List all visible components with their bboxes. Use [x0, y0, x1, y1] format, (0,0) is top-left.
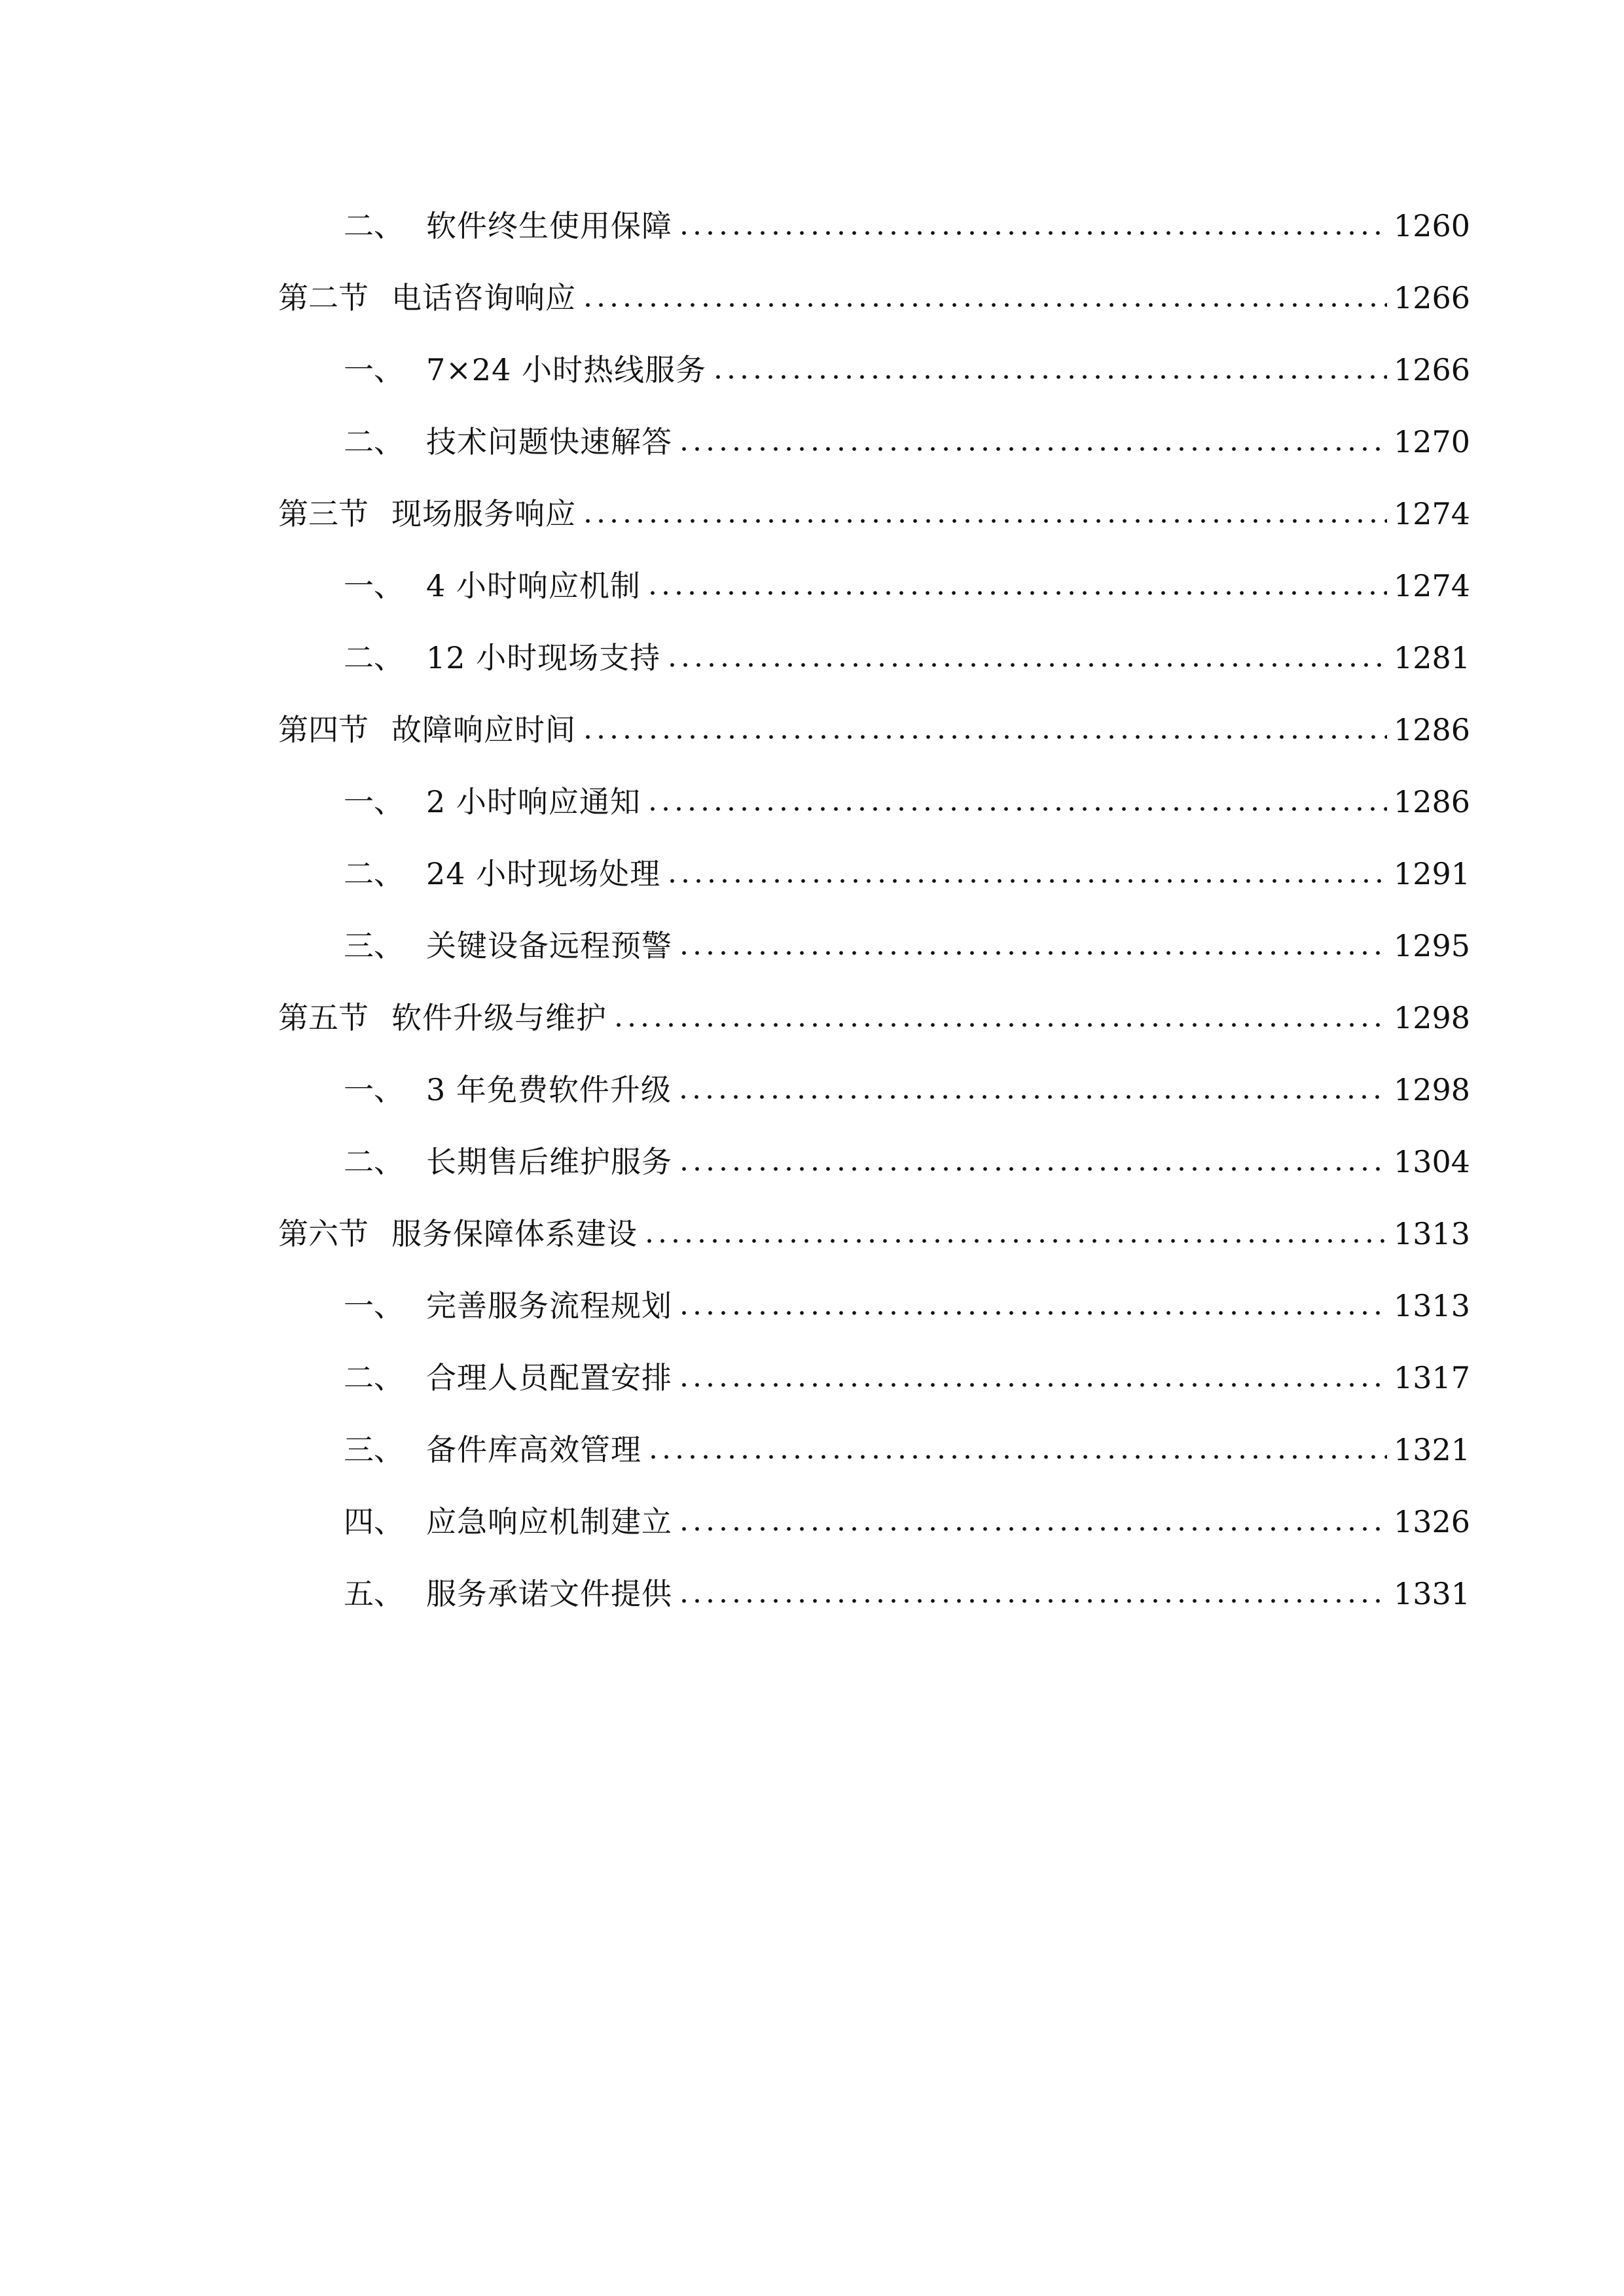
toc-section-entry[interactable] — [278, 694, 1471, 766]
toc-entry-page-number: 1331 — [1394, 1576, 1471, 1611]
toc-entry[interactable] — [278, 1054, 1471, 1126]
toc-entry[interactable] — [278, 1270, 1471, 1342]
dot-leader — [677, 950, 1387, 956]
toc-entry-title: 完善服务流程规划 — [426, 1288, 672, 1323]
toc-entry-page-number: 1291 — [1394, 856, 1471, 891]
toc-section-title: 现场服务响应 — [391, 496, 576, 531]
toc-entry[interactable] — [278, 910, 1471, 982]
dot-leader — [643, 1238, 1387, 1244]
toc-entry-title: 3 年免费软件升级 — [426, 1072, 672, 1107]
toc-entry-page-number: 1286 — [1394, 712, 1471, 747]
toc-entry-marker: 二、 — [344, 1144, 404, 1179]
dot-leader — [677, 1598, 1387, 1604]
dot-leader — [581, 734, 1387, 740]
toc-entry-marker: 二、 — [344, 640, 404, 675]
toc-section-marker: 第二节 — [278, 280, 369, 315]
toc-entry-marker: 二、 — [344, 424, 404, 459]
toc-section-title: 电话咨询响应 — [391, 280, 576, 315]
toc-entry-title: 备件库高效管理 — [426, 1432, 641, 1467]
toc-section-title: 服务保障体系建设 — [391, 1216, 638, 1251]
toc-entry-page-number: 1321 — [1394, 1432, 1471, 1467]
toc-entry-marker: 一、 — [344, 568, 404, 603]
toc-entry-marker: 四、 — [344, 1504, 404, 1539]
toc-entry-marker: 三、 — [344, 1432, 404, 1467]
toc-entry-title: 服务承诺文件提供 — [426, 1576, 672, 1611]
toc-entry-page-number: 1298 — [1394, 1000, 1471, 1035]
toc-entry-title: 7×24 小时热线服务 — [426, 352, 706, 387]
dot-leader — [666, 662, 1387, 668]
toc-entry-page-number: 1326 — [1394, 1504, 1471, 1539]
toc-entry[interactable] — [278, 838, 1471, 910]
toc-entry[interactable] — [278, 550, 1471, 622]
toc-entry-title: 4 小时响应机制 — [426, 568, 641, 603]
dot-leader — [646, 590, 1387, 596]
dot-leader — [666, 878, 1387, 884]
dot-leader — [581, 518, 1387, 524]
dot-leader — [712, 374, 1387, 380]
toc-entry-title: 合理人员配置安排 — [426, 1360, 672, 1395]
dot-leader — [581, 302, 1387, 308]
toc-section-marker: 第四节 — [278, 712, 369, 747]
dot-leader — [647, 1454, 1387, 1460]
toc-entry-title: 技术问题快速解答 — [426, 424, 672, 459]
toc-entry-page-number: 1286 — [1394, 784, 1471, 819]
toc-entry-title: 应急响应机制建立 — [426, 1504, 672, 1539]
toc-entry-title: 2 小时响应通知 — [426, 784, 641, 819]
toc-section-marker: 第六节 — [278, 1216, 369, 1251]
toc-entry-title: 24 小时现场处理 — [426, 856, 661, 891]
toc-entry-title: 长期售后维护服务 — [426, 1144, 672, 1179]
toc-entry-page-number: 1295 — [1394, 928, 1471, 963]
toc-entry-page-number: 1304 — [1394, 1144, 1471, 1179]
toc-entry-title: 关键设备远程预警 — [426, 928, 672, 963]
toc-entry-page-number: 1266 — [1394, 352, 1471, 387]
toc-entry-marker: 一、 — [344, 352, 404, 387]
toc-entry-marker: 三、 — [344, 928, 404, 963]
toc-entry-page-number: 1274 — [1394, 496, 1471, 531]
dot-leader — [677, 1166, 1387, 1172]
toc-section-marker: 第三节 — [278, 496, 369, 531]
toc-entry[interactable] — [278, 1126, 1471, 1198]
toc-section-title: 软件升级与维护 — [391, 1000, 607, 1035]
toc-entry[interactable] — [278, 766, 1471, 838]
toc-entry[interactable] — [278, 334, 1471, 406]
toc-entry[interactable] — [278, 1558, 1471, 1630]
dot-leader — [612, 1022, 1387, 1028]
toc-section-entry[interactable] — [278, 262, 1471, 334]
dot-leader — [677, 1526, 1387, 1532]
dot-leader — [646, 806, 1387, 812]
toc-entry-page-number: 1317 — [1394, 1360, 1471, 1395]
toc-entry-marker: 一、 — [344, 1288, 404, 1323]
toc-section-entry[interactable] — [278, 1198, 1471, 1270]
toc-entry-marker: 一、 — [344, 1072, 404, 1107]
toc-section-title: 故障响应时间 — [391, 712, 576, 747]
toc-entry-title: 12 小时现场支持 — [426, 640, 661, 675]
dot-leader — [677, 1382, 1387, 1388]
dot-leader — [677, 446, 1387, 452]
toc-entry[interactable] — [278, 1342, 1471, 1414]
toc-entry-page-number: 1281 — [1394, 640, 1471, 675]
toc-entry-marker: 二、 — [344, 208, 404, 243]
toc-entry-page-number: 1270 — [1394, 424, 1471, 459]
toc-entry[interactable] — [278, 622, 1471, 694]
toc-section-entry[interactable] — [278, 982, 1471, 1054]
toc-section-entry[interactable] — [278, 478, 1471, 550]
toc-entry-title: 软件终生使用保障 — [426, 208, 672, 243]
toc-entry-page-number: 1274 — [1394, 568, 1471, 603]
dot-leader — [677, 230, 1387, 236]
dot-leader — [677, 1310, 1387, 1316]
toc-entry-page-number: 1313 — [1394, 1216, 1471, 1251]
toc-entry-marker: 五、 — [344, 1576, 404, 1611]
toc-entry-marker: 一、 — [344, 784, 404, 819]
table-of-contents — [278, 190, 1471, 1630]
dot-leader — [677, 1094, 1387, 1100]
toc-entry-page-number: 1313 — [1394, 1288, 1471, 1323]
toc-entry-marker: 二、 — [344, 856, 404, 891]
toc-entry-page-number: 1266 — [1394, 280, 1471, 315]
toc-section-marker: 第五节 — [278, 1000, 369, 1035]
toc-entry-page-number: 1298 — [1394, 1072, 1471, 1107]
toc-entry-marker: 二、 — [344, 1360, 404, 1395]
toc-entry[interactable] — [278, 1414, 1471, 1486]
toc-entry[interactable] — [278, 190, 1471, 262]
toc-entry[interactable] — [278, 406, 1471, 478]
toc-entry[interactable] — [278, 1486, 1471, 1558]
toc-entry-page-number: 1260 — [1394, 208, 1471, 243]
